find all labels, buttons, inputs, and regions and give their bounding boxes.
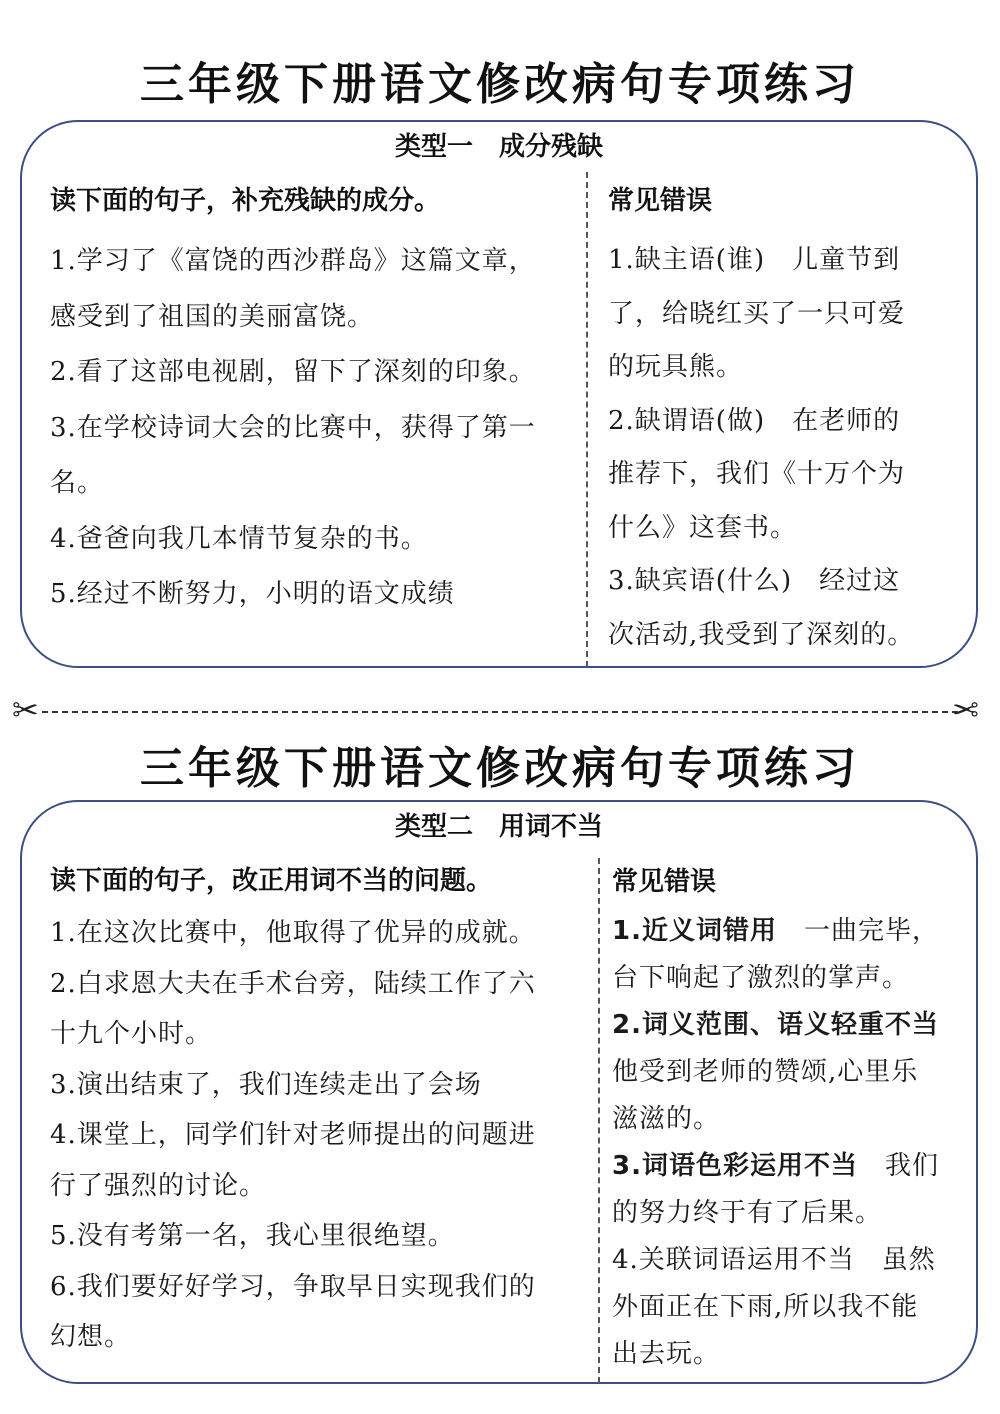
cut-line [42, 711, 958, 713]
exercise-line: 2.看了这部电视剧，留下了深刻的印象。 [50, 357, 536, 387]
error-line: 滋滋的。 [612, 1104, 721, 1134]
exercise-heading: 读下面的句子，改正用词不当的问题。 [50, 866, 493, 896]
exercise-heading: 读下面的句子，补充残缺的成分。 [50, 186, 441, 216]
error-line: 3.缺宾语(什么) 经过这 [608, 566, 901, 596]
error-type-label: 3.词语色彩运用不当 [612, 1151, 858, 1181]
error-line: 他受到老师的赞颂,心里乐 [612, 1057, 919, 1087]
column-divider [586, 172, 588, 667]
exercise-line: 4.爸爸向我几本情节复杂的书。 [50, 523, 428, 554]
exercise-line: 3.在学校诗词大会的比赛中，获得了第一 [50, 412, 536, 443]
common-errors-heading: 常见错误 [612, 867, 717, 897]
error-line: 出去玩。 [612, 1339, 721, 1369]
common-errors-column [612, 862, 957, 1378]
error-line: 什么》这套书。 [608, 512, 798, 543]
exercise-line: 十九个小时。 [50, 1019, 213, 1049]
error-line [612, 1143, 957, 1190]
exercise-line: 1.学习了《富饶的西沙群岛》这篇文章， [50, 246, 536, 276]
error-example: 一曲完毕， [776, 916, 939, 946]
error-type-label: 1.近义词错用 [612, 916, 777, 946]
common-errors-heading: 常见错误 [608, 186, 713, 216]
error-line: 的努力终于有了后果。 [612, 1198, 883, 1228]
error-line: 2.缺谓语(做) 在老师的 [608, 405, 901, 436]
page-title: 三年级下册语文修改病句专项练习 [140, 59, 860, 110]
exercise-line: 4.课堂上，同学们针对老师提出的问题进 [50, 1120, 536, 1150]
exercise-line: 6.我们要好好学习，争取早日实现我们的 [50, 1271, 536, 1302]
exercise-column [50, 860, 595, 1363]
exercise-line: 5.经过不断努力，小明的语文成绩 [50, 579, 455, 609]
page-title: 三年级下册语文修改病句专项练习 [140, 743, 860, 794]
error-line: 外面正在下雨,所以我不能 [612, 1292, 919, 1322]
error-line: 了，给晓红买了一只可爱 [608, 298, 906, 329]
type-title: 类型一 成分残缺 [394, 132, 603, 162]
exercise-line: 2.白求恩大夫在手术台旁，陆续工作了六 [50, 968, 536, 999]
common-errors-column [608, 180, 958, 662]
exercise-line: 5.没有考第一名，我心里很绝望。 [50, 1221, 455, 1251]
error-line: 的玩具熊。 [608, 352, 744, 382]
exercise-line: 幻想。 [50, 1322, 132, 1352]
exercise-line: 名。 [50, 468, 105, 498]
error-line: 台下响起了激烈的掌声。 [612, 963, 910, 993]
error-line [612, 908, 957, 955]
exercise-column [50, 180, 580, 623]
type-title: 类型二 用词不当 [394, 812, 603, 842]
exercise-line: 3.演出结束了，我们连续走出了会场 [50, 1069, 482, 1100]
exercise-line: 感受到了祖国的美丽富饶。 [50, 301, 375, 332]
exercise-line: 1.在这次比赛中，他取得了优异的成就。 [50, 918, 536, 948]
error-type-label: 2.词义范围、语义轻重不当 [612, 1010, 939, 1040]
error-line: 推荐下，我们《十万个为 [608, 459, 906, 489]
scissors-icon: ✂ [12, 691, 39, 729]
scissors-icon: ✂ [952, 691, 979, 729]
error-line: 4.关联词语运用不当 虽然 [612, 1245, 936, 1275]
error-line: 1.缺主语(谁) 儿童节到 [608, 245, 901, 275]
panel-type-one [20, 120, 978, 668]
column-divider [598, 858, 600, 1383]
error-line: 次活动,我受到了深刻的。 [608, 619, 915, 650]
exercise-line: 行了强烈的讨论。 [50, 1170, 267, 1201]
error-example: 我们 [857, 1151, 939, 1181]
panel-type-two [20, 800, 978, 1384]
